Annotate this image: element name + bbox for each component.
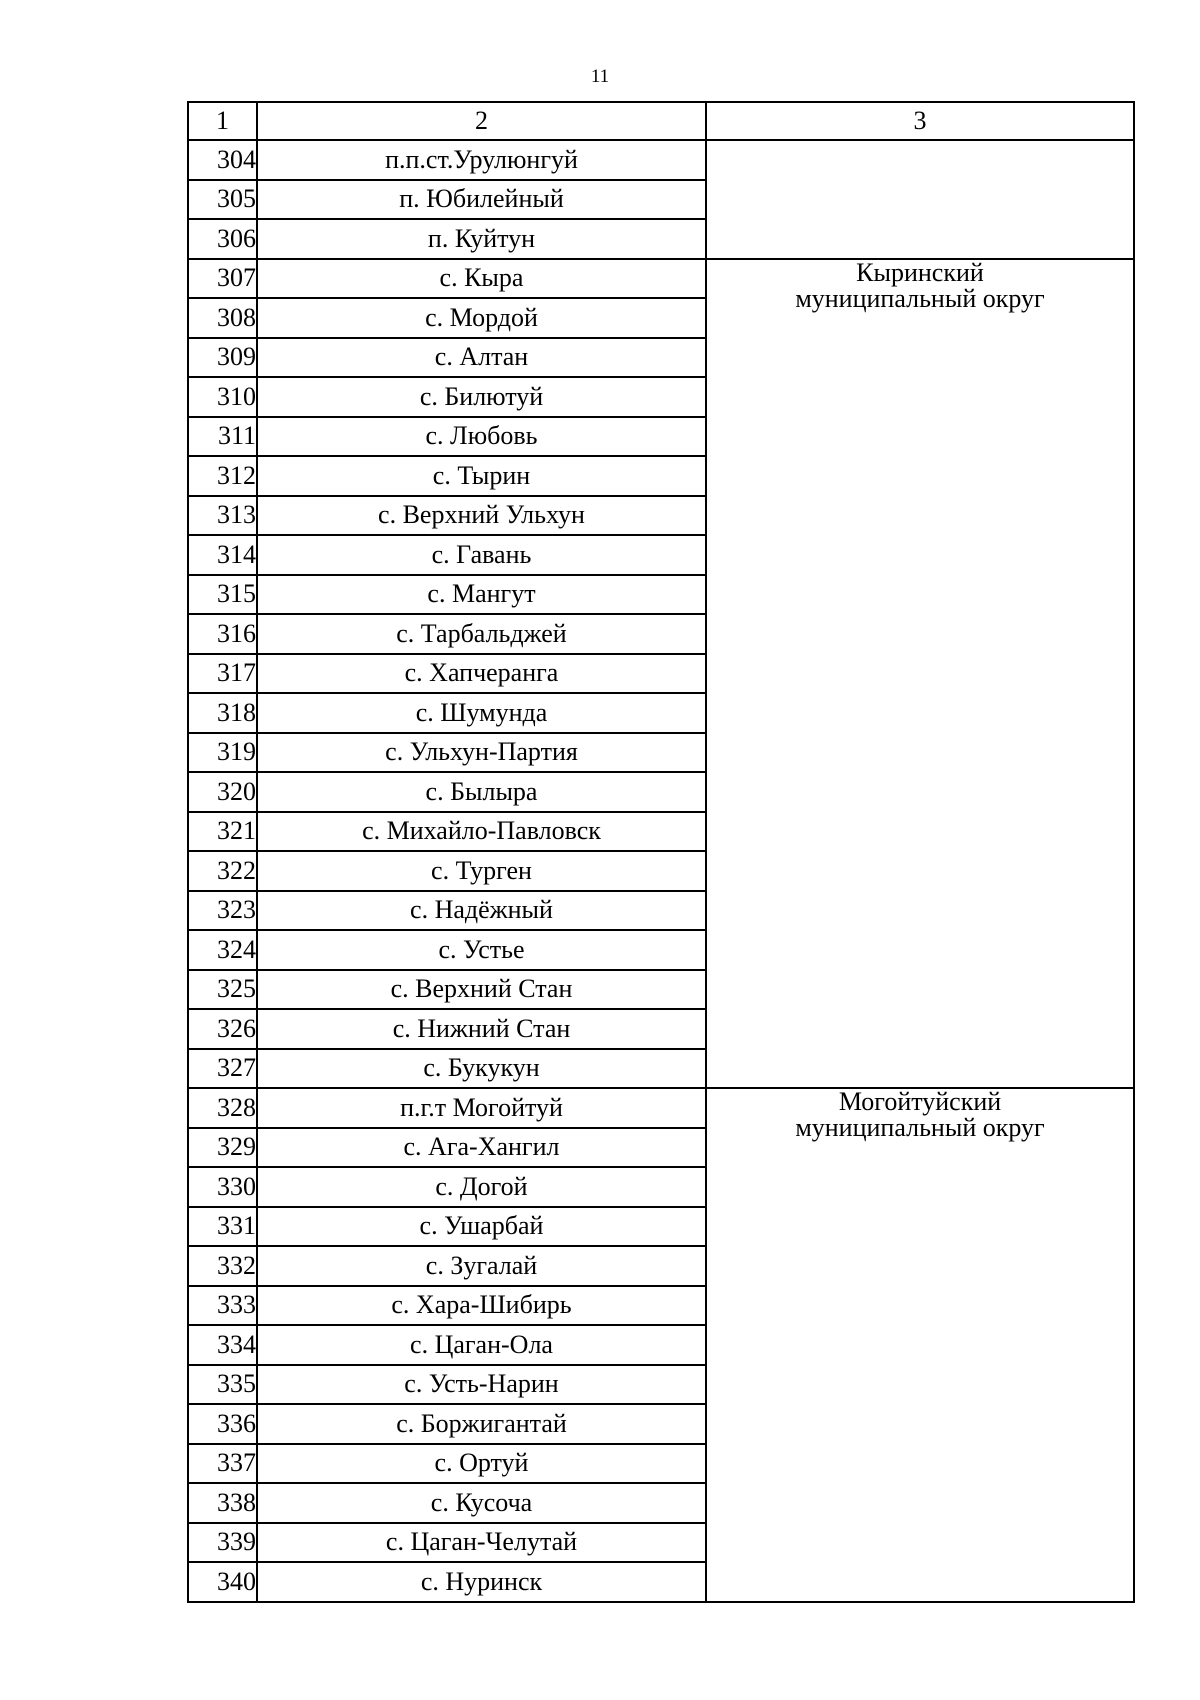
row-number-cell: 339 [188, 1523, 257, 1563]
settlement-name-cell: с. Мангут [257, 575, 706, 615]
row-number-cell: 314 [188, 535, 257, 575]
row-number-cell: 330 [188, 1167, 257, 1207]
settlement-name-cell: с. Хапчеранга [257, 654, 706, 694]
settlement-name-cell: с. Догой [257, 1167, 706, 1207]
settlement-name-cell: с. Тарбальджей [257, 614, 706, 654]
row-number-cell: 323 [188, 891, 257, 931]
row-number-cell: 313 [188, 496, 257, 536]
row-number-cell: 331 [188, 1207, 257, 1247]
settlement-name-cell: п.п.ст.Урулюнгуй [257, 140, 706, 180]
settlement-name-cell: п. Юбилейный [257, 180, 706, 220]
row-number-cell: 335 [188, 1365, 257, 1405]
settlement-name-cell: с. Верхний Стан [257, 970, 706, 1010]
row-number-cell: 336 [188, 1404, 257, 1444]
row-number-cell: 310 [188, 377, 257, 417]
row-number-cell: 304 [188, 140, 257, 180]
settlement-name-cell: п.г.т Могойтуй [257, 1088, 706, 1128]
row-number-cell: 311 [188, 417, 257, 457]
settlement-name-cell: с. Турген [257, 851, 706, 891]
table-header [188, 102, 1134, 140]
row-number-cell: 308 [188, 298, 257, 338]
district-cell [706, 259, 1134, 1089]
row-number-cell: 319 [188, 733, 257, 773]
header-row [188, 102, 1134, 140]
settlement-name-cell: с. Верхний Ульхун [257, 496, 706, 536]
district-name-line: муниципальный округ [795, 1113, 1045, 1142]
settlement-name-cell: с. Ортуй [257, 1444, 706, 1484]
header-cell-1: 1 [188, 102, 257, 140]
settlement-name-cell: с. Боржигантай [257, 1404, 706, 1444]
header-cell-3: 3 [706, 102, 1134, 140]
row-number-cell: 329 [188, 1128, 257, 1168]
settlement-name-cell: с. Мордой [257, 298, 706, 338]
district-cell-empty [706, 140, 1134, 259]
settlement-name-cell: с. Хара-Шибирь [257, 1286, 706, 1326]
row-number-cell: 334 [188, 1325, 257, 1365]
district-name-line: Могойтуйский [838, 1087, 1002, 1116]
settlement-name-cell: с. Нуринск [257, 1562, 706, 1602]
table-row [188, 1088, 1134, 1128]
row-number-cell: 305 [188, 180, 257, 220]
page-number: 11 [590, 66, 610, 87]
row-number-cell: 328 [188, 1088, 257, 1128]
settlement-name-cell: с. Усть-Нарин [257, 1365, 706, 1405]
row-number-cell: 318 [188, 693, 257, 733]
settlement-name-cell: с. Кыра [257, 259, 706, 299]
settlement-name-cell: с. Шумунда [257, 693, 706, 733]
settlement-name-cell: с. Цаган-Челутай [257, 1523, 706, 1563]
settlement-name-cell: с. Надёжный [257, 891, 706, 931]
row-number-cell: 326 [188, 1009, 257, 1049]
settlement-name-cell: с. Букукун [257, 1049, 706, 1089]
settlement-name-cell: с. Ульхун-Партия [257, 733, 706, 773]
row-number-cell: 320 [188, 772, 257, 812]
settlement-name-cell: с. Устье [257, 930, 706, 970]
row-number-cell: 327 [188, 1049, 257, 1089]
settlement-name-cell: с. Кусоча [257, 1483, 706, 1523]
row-number-cell: 316 [188, 614, 257, 654]
row-number-cell: 324 [188, 930, 257, 970]
row-number-cell: 321 [188, 812, 257, 852]
district-cell [706, 1088, 1134, 1602]
settlement-name-cell: с. Ага-Хангил [257, 1128, 706, 1168]
district-name-line: Кыринский [856, 257, 984, 287]
table-row [188, 259, 1134, 299]
settlement-name-cell: п. Куйтун [257, 219, 706, 259]
row-number-cell: 325 [188, 970, 257, 1010]
settlements-table [187, 101, 1135, 1603]
row-number-cell: 340 [188, 1562, 257, 1602]
row-number-cell: 338 [188, 1483, 257, 1523]
settlement-name-cell: с. Нижний Стан [257, 1009, 706, 1049]
district-name-line: муниципальный округ [795, 283, 1045, 313]
settlement-name-cell: с. Любовь [257, 417, 706, 457]
settlement-name-cell: с. Билютуй [257, 377, 706, 417]
row-number-cell: 309 [188, 338, 257, 378]
row-number-cell: 306 [188, 219, 257, 259]
row-number-cell: 333 [188, 1286, 257, 1326]
settlement-name-cell: с. Былыра [257, 772, 706, 812]
row-number-cell: 312 [188, 456, 257, 496]
settlement-name-cell: с. Алтан [257, 338, 706, 378]
settlement-name-cell: с. Ушарбай [257, 1207, 706, 1247]
row-number-cell: 317 [188, 654, 257, 694]
settlement-name-cell: с. Зугалай [257, 1246, 706, 1286]
header-cell-2: 2 [257, 102, 706, 140]
settlement-name-cell: с. Тырин [257, 456, 706, 496]
settlement-name-cell: с. Цаган-Ола [257, 1325, 706, 1365]
row-number-cell: 322 [188, 851, 257, 891]
table-row [188, 140, 1134, 180]
settlement-name-cell: с. Михайло-Павловск [257, 812, 706, 852]
table-body [188, 140, 1134, 1602]
row-number-cell: 337 [188, 1444, 257, 1484]
settlement-name-cell: с. Гавань [257, 535, 706, 575]
row-number-cell: 332 [188, 1246, 257, 1286]
row-number-cell: 307 [188, 259, 257, 299]
row-number-cell: 315 [188, 575, 257, 615]
